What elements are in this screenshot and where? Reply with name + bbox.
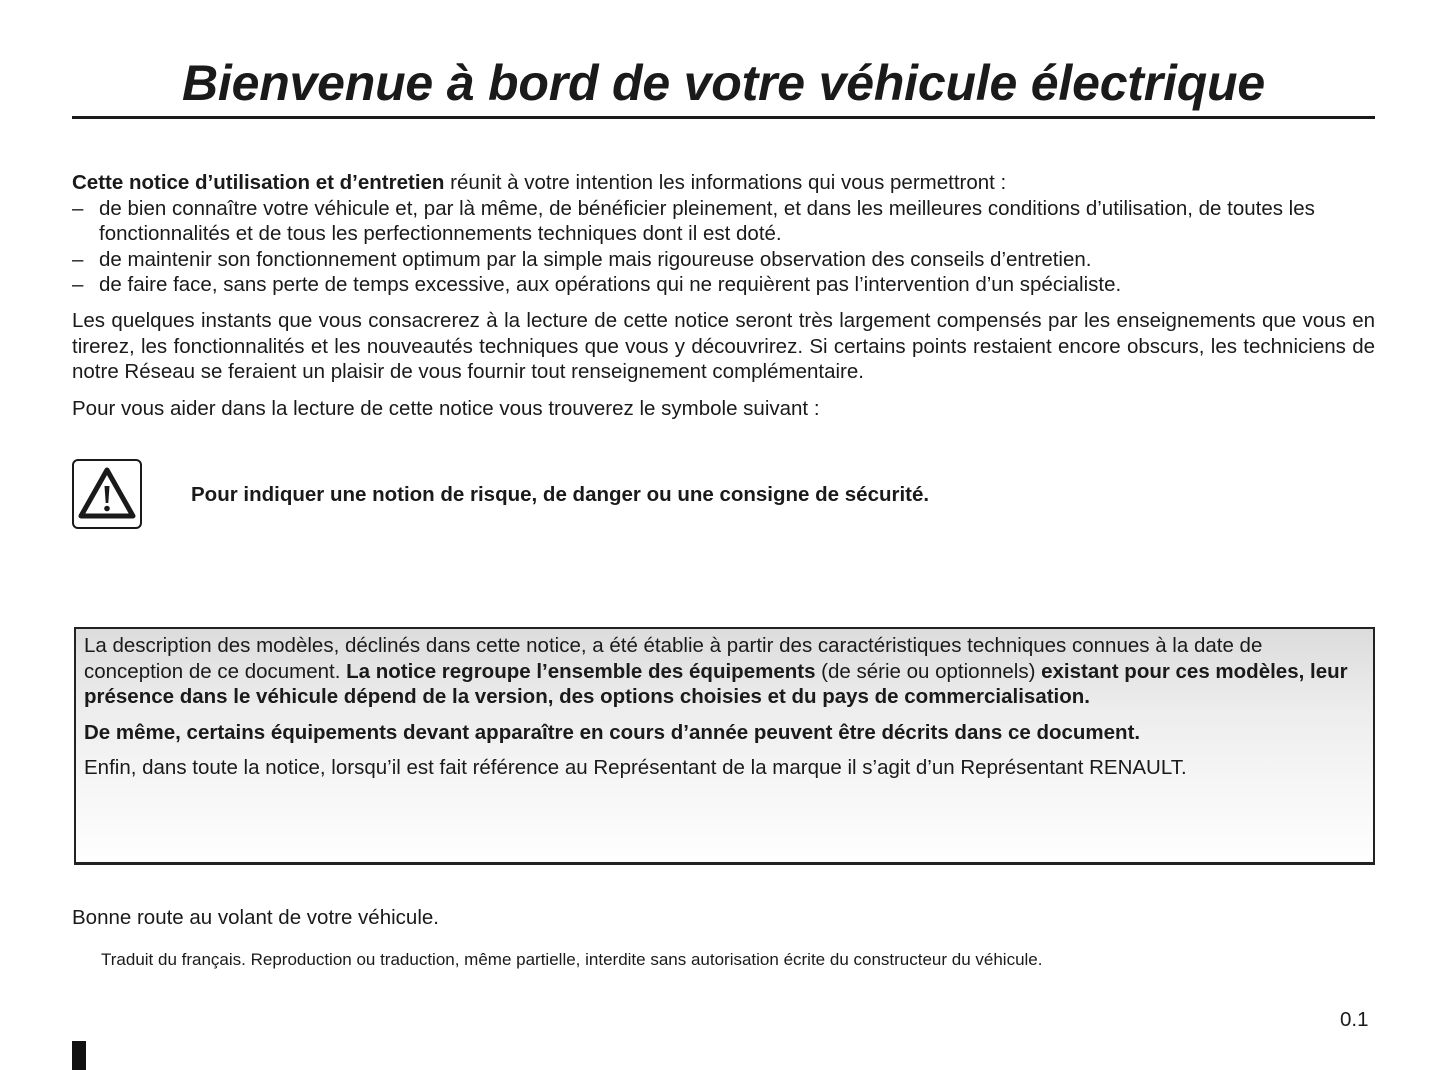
intro-section — [72, 170, 1375, 298]
bullet-text: de bien connaître votre véhicule et, par là même, de bénéficier pleinement, et dans les meilleures conditions d’utilisation, de toutes les fonctionnalités et de tous les perfectionnements techniques dont il est doté. — [99, 196, 1315, 245]
bullet-text: de maintenir son fonctionnement optimum par la simple mais rigoureuse observation des conseils d’entretien. — [99, 247, 1092, 271]
page-title: Bienvenue à bord de votre véhicule électrique — [181, 55, 1266, 111]
equipment-notice-box — [74, 627, 1375, 865]
dash-bullet: – — [72, 247, 84, 271]
closing-line: Bonne route au volant de votre véhicule. — [72, 906, 439, 929]
warning-triangle-icon — [72, 459, 142, 529]
notice-bold-text: La notice regroupe l’ensemble des équipements — [346, 659, 816, 683]
copyright-notice: Traduit du français. Reproduction ou traduction, même partielle, interdite sans autorisation écrite du constructeur du véhicule. — [101, 950, 1043, 969]
intro-bullet-list — [72, 196, 1375, 298]
notice-paragraph-1 — [84, 633, 1365, 710]
intro-lead — [72, 170, 1375, 196]
intro-lead-rest: réunit à votre intention les informations qui vous permettront : — [444, 171, 1007, 194]
intro-lead-bold: Cette notice d’utilisation et d’entretien — [72, 171, 445, 194]
warning-symbol-description: Pour indiquer une notion de risque, de danger ou une consigne de sécurité. — [191, 483, 930, 506]
warning-triangle-glyph — [78, 466, 136, 522]
list-item — [72, 272, 1375, 298]
section-tab-marker — [72, 1041, 86, 1070]
list-item — [72, 247, 1375, 273]
notice-bold-text: De même, certains équipements devant apparaître en cours d’année peuvent être décrits dans ce document. — [84, 720, 1141, 744]
notice-text: (de série ou optionnels) — [815, 659, 1042, 683]
notice-paragraph-3: Enfin, dans toute la notice, lorsqu’il est fait référence au Représentant de la marque il s’agit d’un Représentant RENAULT. — [84, 756, 1187, 779]
notice-text: La description des modèles, déclinés dans cette notice, a été établie à partir des caractéristiques techniques connues à la date de conception de ce document. — [84, 634, 1263, 683]
notice-bold-text: existant pour ces modèles, leur présence dans le véhicule dépend de la version, des options choisies et du pays de commercialisation. — [84, 659, 1348, 708]
dash-bullet: – — [72, 196, 84, 220]
reading-benefits-paragraph: Les quelques instants que vous consacrerez à la lecture de cette notice seront très largement compensés par les enseignements que vous en tirerez, les fonctionnalités et les nouveautés techniques que vous y découvrirez. Si certains points restaient encore obscurs, les techniciens de notre Réseau se feraient un plaisir de vous fournir tout renseignement complémentaire. — [72, 309, 1375, 383]
list-item — [72, 196, 1375, 247]
title-divider — [72, 116, 1375, 119]
symbol-intro-paragraph: Pour vous aider dans la lecture de cette notice vous trouverez le symbole suivant : — [72, 397, 820, 420]
page-number: 0.1 — [1340, 1008, 1369, 1031]
dash-bullet: – — [72, 273, 84, 296]
bullet-text: de faire face, sans perte de temps excessive, aux opérations qui ne requièrent pas l’intervention d’un spécialiste. — [99, 273, 1122, 296]
notice-paragraph-2 — [84, 720, 1365, 746]
